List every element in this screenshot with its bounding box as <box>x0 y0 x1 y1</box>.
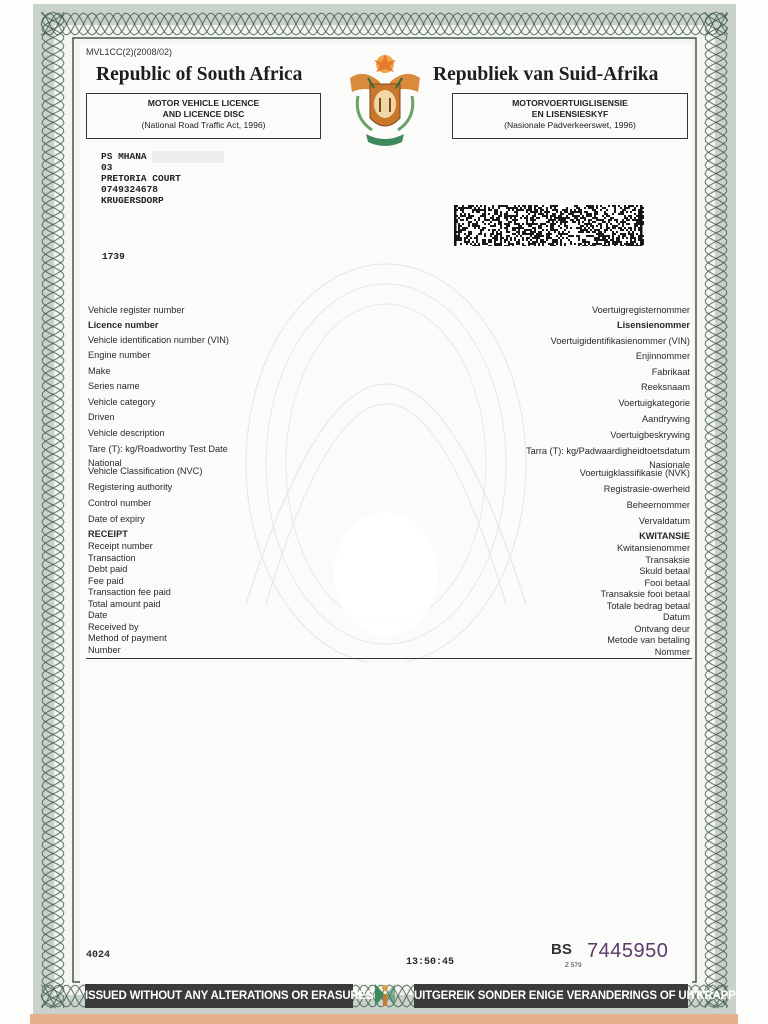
receipt-label-af: Metode van betaling <box>607 635 690 645</box>
receipt-label-af: Kwitansienommer <box>616 543 690 553</box>
coat-of-arms-icon <box>344 48 426 152</box>
flag-emblem-icon <box>371 980 399 1010</box>
address-line-4: 0749324678 <box>101 184 159 195</box>
receipt-label-af: Transaksie fooi betaal <box>600 589 690 599</box>
box-en-line3: (National Road Traffic Act, 1996) <box>141 120 266 130</box>
receipt-label-en: Method of payment <box>88 633 167 643</box>
field-label-en: Vehicle register number <box>88 305 185 315</box>
receipt-label-en: Receipt number <box>88 541 153 551</box>
field-label-en: Date of expiry <box>88 514 145 524</box>
receipt-label-en: Transaction fee paid <box>88 587 171 597</box>
title-afrikaans: Republiek van Suid-Afrika <box>433 64 659 85</box>
box-af-line1: MOTORVOERTUIGLISENSIE <box>512 98 628 108</box>
receipt-label-en: Number <box>88 644 121 655</box>
licence-title-box-afrikaans <box>452 93 688 139</box>
receipt-label-en: Date <box>88 610 108 620</box>
address-line-3: PRETORIA COURT <box>101 173 181 184</box>
field-label-en: Engine number <box>88 350 151 360</box>
field-label-af: Registrasie-owerheid <box>603 484 690 494</box>
field-label-af: Aandrywing <box>641 414 690 424</box>
field-label-en: National <box>88 458 122 468</box>
sub-code: Z 579 <box>565 962 582 969</box>
address-line-5: KRUGERSDORP <box>101 195 164 206</box>
reference-number: 1739 <box>102 251 125 262</box>
field-label-af: Nasionale <box>649 460 690 470</box>
serial-number: 7445950 <box>587 940 669 962</box>
table-surface <box>30 1014 738 1024</box>
receipt-label-af: Transaksie <box>645 554 690 565</box>
field-label-en: Vehicle Classification (NVC) <box>88 466 203 476</box>
field-label-af: Beheernommer <box>626 500 690 510</box>
field-label-en: Tare (T): kg/Roadworthy Test Date <box>88 444 228 454</box>
print-time: 13:50:45 <box>406 957 455 968</box>
field-label-en: Licence number <box>88 320 159 330</box>
field-label-en: Driven <box>88 412 115 422</box>
section-divider <box>86 658 692 659</box>
receipt-label-af: Datum <box>662 612 690 622</box>
field-label-en: Vehicle identification number (VIN) <box>88 335 229 345</box>
banner-afrikaans: UITGEREIK SONDER ENIGE VERANDERINGS OF UITKRAPPINGS <box>414 984 688 1008</box>
licence-title-box-english <box>86 93 321 139</box>
receipt-heading-af: KWITANSIE <box>639 531 690 541</box>
receipt-label-en: Transaction <box>88 552 136 563</box>
field-label-af: Voertuigregisternommer <box>591 305 690 315</box>
form-code: MVL1CC(2)(2008/02) <box>86 47 173 57</box>
field-label-af: Reeksnaam <box>640 382 690 392</box>
field-label-af: Enjinnommer <box>635 351 690 361</box>
field-label-af: Voertuigkategorie <box>618 398 690 408</box>
field-label-en: Series name <box>88 381 140 391</box>
box-en-line2: AND LICENCE DISC <box>162 109 245 119</box>
receipt-heading-en: RECEIPT <box>88 529 128 539</box>
receipt-label-af: Fooi betaal <box>644 577 690 588</box>
disc-area <box>84 662 690 934</box>
field-label-af: Fabrikaat <box>651 367 690 377</box>
receipt-label-en: Fee paid <box>88 575 124 586</box>
address-line-name: PS MHANA <box>101 151 147 162</box>
field-label-en: Make <box>88 366 111 376</box>
field-label-en: Vehicle description <box>88 428 165 438</box>
field-label-af: Tarra (T): kg/Padwaardigheidtoetsdatum <box>526 446 690 456</box>
field-label-en: Control number <box>88 498 152 508</box>
receipt-label-af: Ontvang deur <box>634 623 690 634</box>
title-english: Republic of South Africa <box>96 64 303 85</box>
office-code: 4024 <box>86 950 111 961</box>
field-label-af: Voertuigklassifikasie (NVK) <box>579 468 690 478</box>
receipt-label-af: Skuld betaal <box>639 566 690 576</box>
receipt-label-en: Debt paid <box>88 564 128 574</box>
receipt-label-af: Totale bedrag betaal <box>606 600 690 611</box>
box-en-line1: MOTOR VEHICLE LICENCE <box>147 98 260 108</box>
2d-barcode <box>454 205 644 246</box>
field-label-af: Lisensienommer <box>616 320 690 330</box>
address-line-2: 03 <box>101 162 113 173</box>
receipt-label-en: Received by <box>88 621 139 632</box>
receipt-label-af: Nommer <box>654 646 690 657</box>
box-af-line2: EN LISENSIESKYF <box>531 109 609 119</box>
field-label-en: Registering authority <box>88 482 173 492</box>
box-af-line3: (Nasionale Padverkeerswet, 1996) <box>504 120 636 130</box>
owner-address <box>101 151 181 206</box>
serial-series: BS <box>551 941 572 958</box>
field-label-af: Voertuigidentifikasienommer (VIN) <box>550 336 690 346</box>
field-label-en: Vehicle category <box>88 397 156 407</box>
banner-english: ISSUED WITHOUT ANY ALTERATIONS OR ERASURES <box>85 984 353 1008</box>
field-label-af: Voertuigbeskrywing <box>610 430 690 440</box>
field-label-af: Vervaldatum <box>638 516 690 526</box>
receipt-label-en: Total amount paid <box>88 598 161 609</box>
